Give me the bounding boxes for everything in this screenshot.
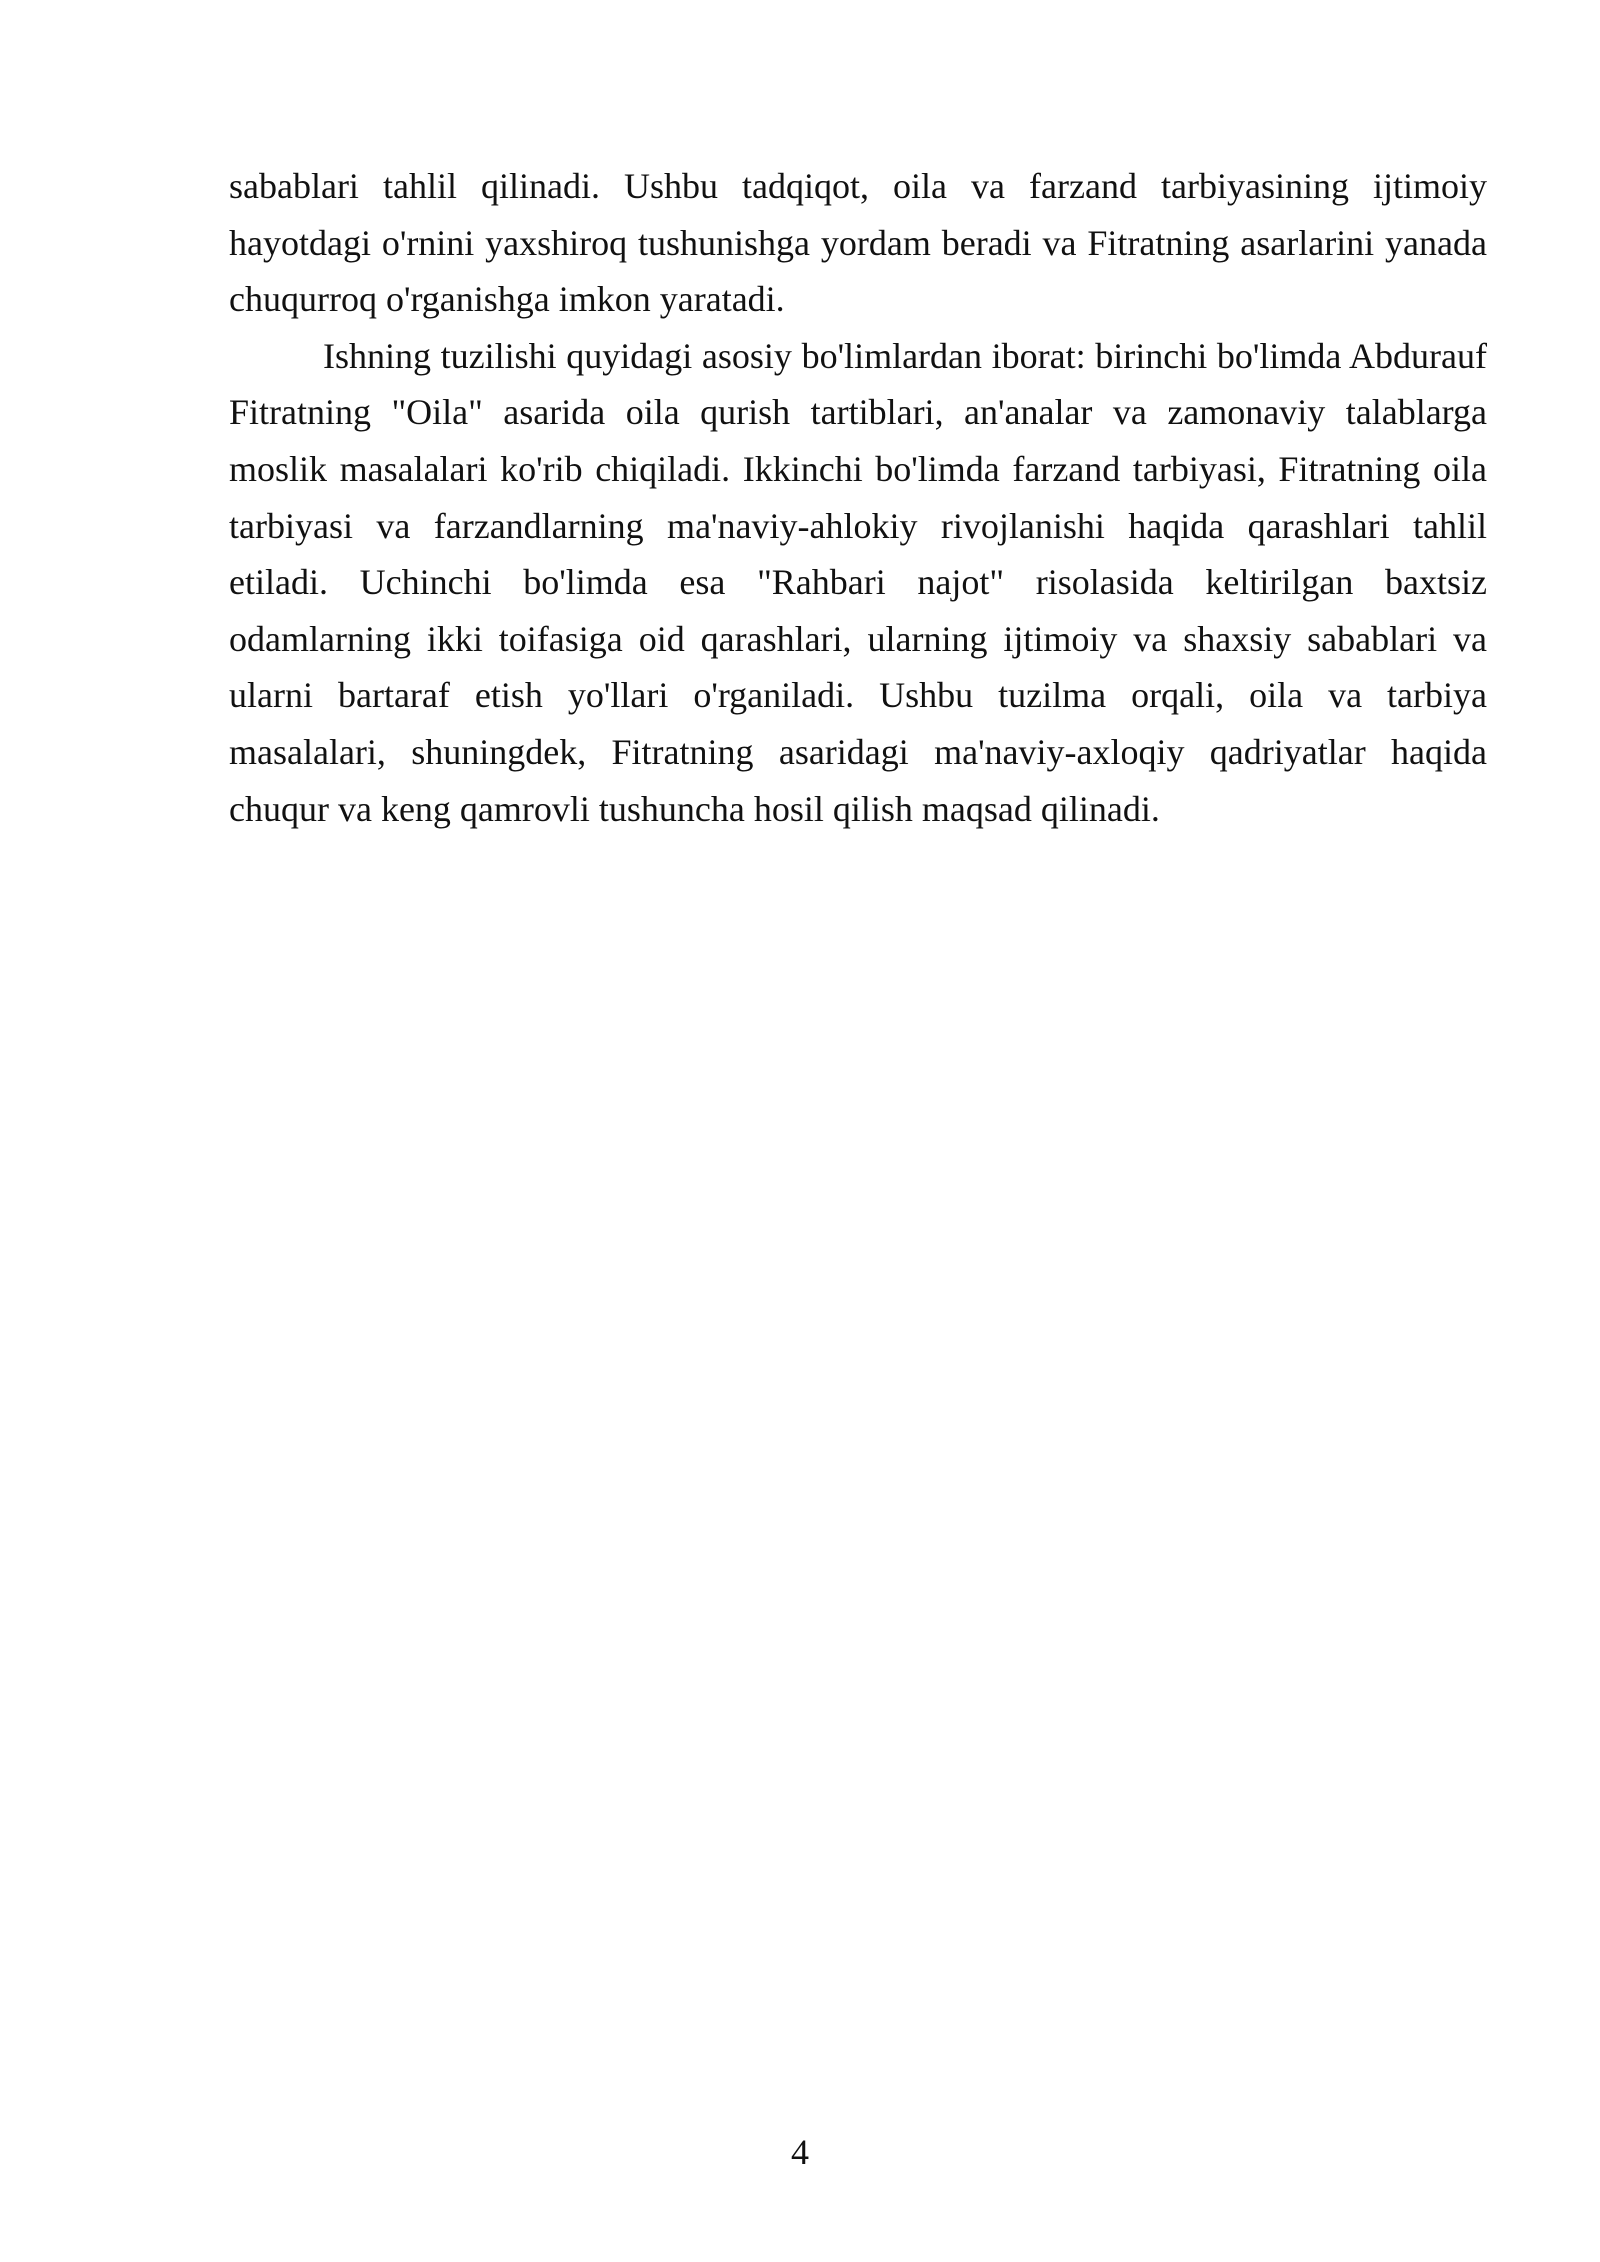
page-number: 4 xyxy=(791,2132,809,2172)
paragraph-continuation: sabablari tahlil qilinadi. Ushbu tadqiqot, oila va farzand tarbiyasining ijtimoiy hayotdagi o'rnini yaxshiroq tushunishga yordam beradi va Fitratning asarlarini yanada chuqurroq o'rganishga imkon yaratadi. xyxy=(229,166,1487,320)
body-text xyxy=(229,158,1487,837)
paragraph-structure: Ishning tuzilishi quyidagi asosiy bo'limlardan iborat: birinchi bo'limda Abdurauf Fitratning "Oila" asarida oila qurish tartiblari, an'analar va zamonaviy talablarga moslik masalalari ko'rib chiqiladi. Ikkinchi bo'limda farzand tarbiyasi, Fitratning oila tarbiyasi va farzandlarning ma'naviy-ahlokiy rivojlanishi haqida qarashlari tahlil etiladi. Uchinchi bo'limda esa "Rahbari najot" risolasida keltirilgan baxtsiz odamlarning ikki toifasiga oid qarashlari, ularning ijtimoiy va shaxsiy sabablari va ularni bartaraf etish yo'llari o'rganiladi. Ushbu tuzilma orqali, oila va tarbiya masalalari, shuningdek, Fitratning asaridagi ma'naviy-axloqiy qadriyatlar haqida chuqur va keng qamrovli tushuncha hosil qilish maqsad qilinadi. xyxy=(229,335,1487,829)
